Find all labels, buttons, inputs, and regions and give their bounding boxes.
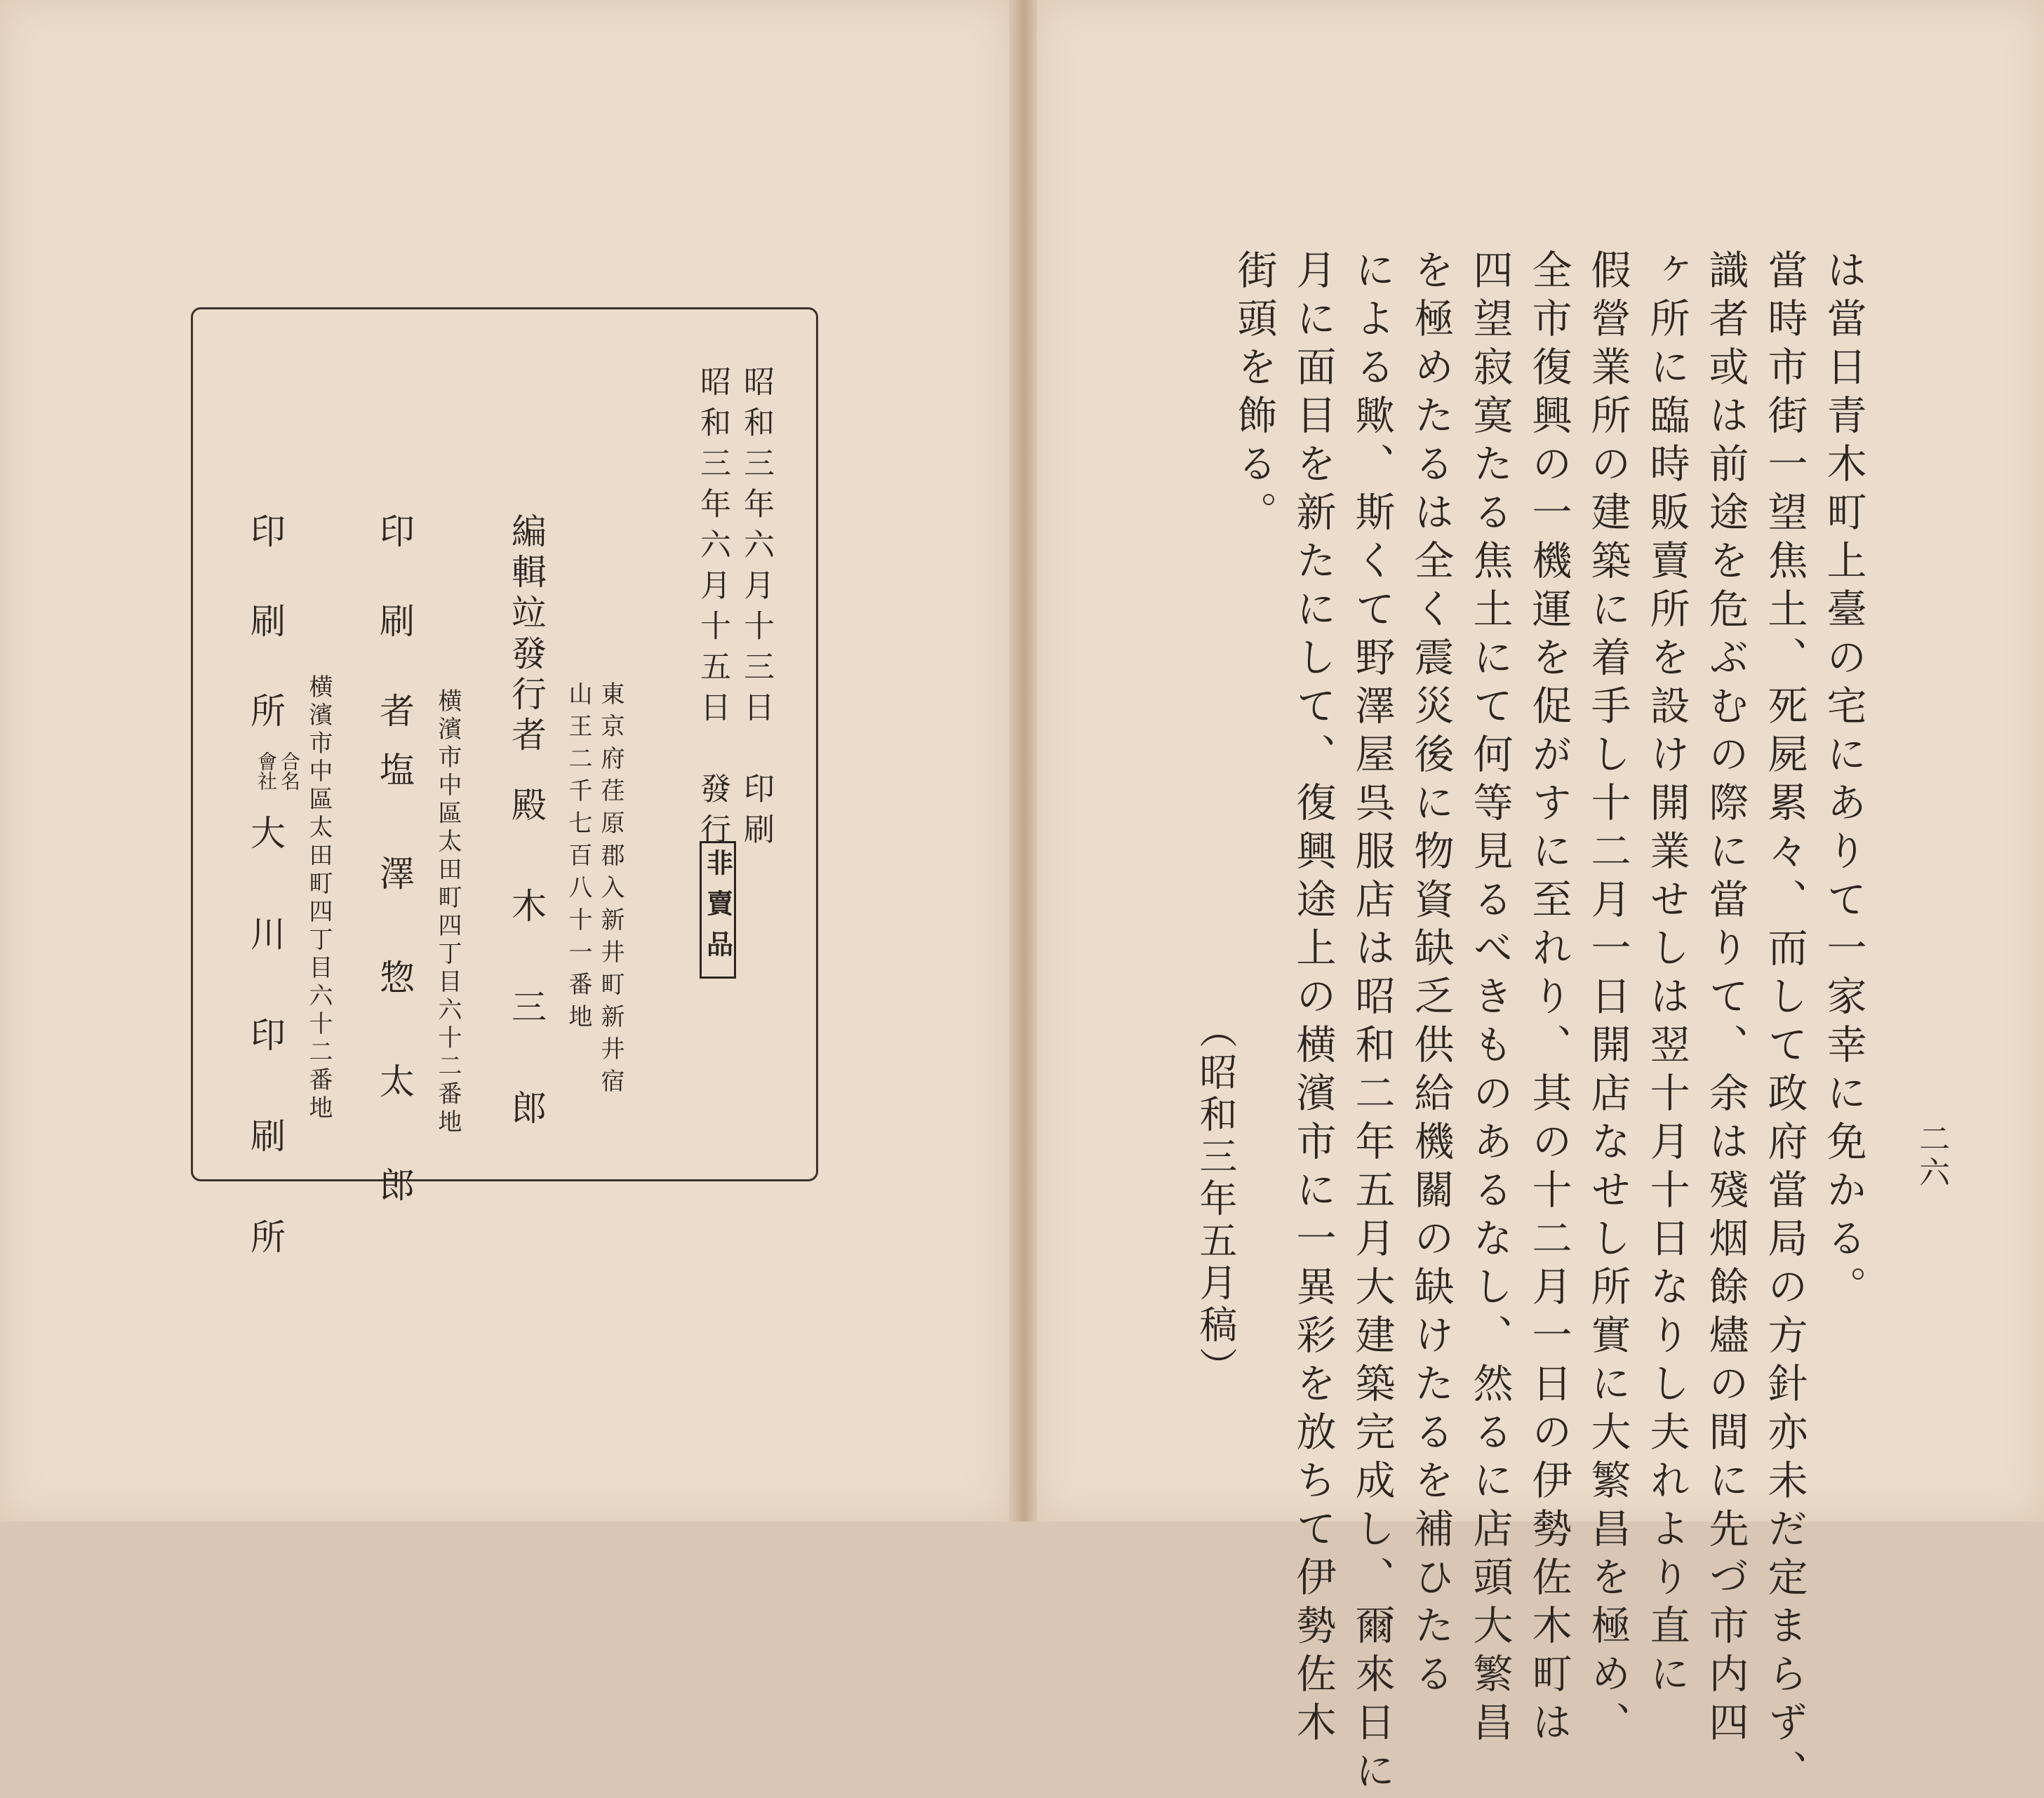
text-column: 假營業所の建築に着手し十二月一日開店なせし所實に大繁昌を極め、 xyxy=(1584,249,1631,1750)
not-for-sale-badge: 非賣品 xyxy=(700,841,736,979)
printer-label: 印 刷 者 xyxy=(374,513,415,737)
text-column: 月に面目を新たにして、復興途上の横濱市に一異彩を放ちて伊勢佐木 xyxy=(1290,249,1336,1750)
text-column: を極めたるは全く震災後に物資缺乏供給機關の缺けたるを補ひたる xyxy=(1408,249,1454,1701)
company-type: 合名會社 xyxy=(255,751,301,791)
text-column: ヶ所に臨時販賣所を設け開業せしは翌十月十日なりし夫れより直に xyxy=(1643,249,1690,1701)
print-shop-address: 横濱市中區太田町四丁目六十二番地 xyxy=(305,674,333,1123)
page-number: 二六 xyxy=(1913,1122,1949,1190)
print-shop-name: 大 川 印 刷 所 xyxy=(245,814,286,1269)
text-column: 四望寂寞たる焦土にて何等見るべきものあるなし、然るに店頭大繁昌 xyxy=(1467,249,1513,1750)
text-column: 街頭を飾る。 xyxy=(1231,249,1277,539)
printer-name: 塩 澤 惣 太 郎 xyxy=(374,751,415,1219)
issue-date: 昭和三年六月十五日 發行 xyxy=(695,365,730,854)
print-date: 昭和三年六月十三日 印刷 xyxy=(738,365,774,854)
editor-label: 編輯竝發行者 xyxy=(506,513,547,757)
right-page xyxy=(1037,0,2044,1798)
editor-address-line2: 山王二千七百八十一番地 xyxy=(564,681,592,1036)
left-page xyxy=(0,0,1009,1522)
text-column: による歟、斯くて野澤屋呉服店は昭和二年五月大建築完成し、爾來日に xyxy=(1349,249,1395,1798)
colophon-box xyxy=(191,307,818,1269)
text-column: 當時市街一望焦土、死屍累々、而して政府當局の方針亦未だ定まらず、 xyxy=(1761,249,1808,1798)
print-shop-label: 印 刷 所 xyxy=(245,513,286,737)
text-column: 全市復興の一機運を促がすに至れり、其の十二月一日の伊勢佐木町は xyxy=(1525,249,1572,1750)
date-note: （昭和三年五月稿） xyxy=(1194,1010,1238,1389)
text-column: は當日青木町上臺の宅にありて一家幸に免かる。 xyxy=(1820,249,1866,1314)
editor-name: 殿 木 三 郎 xyxy=(506,786,547,1140)
text-column: 識者或は前途を危ぶむの際に當りて、余は殘烟餘燼の間に先づ市内四 xyxy=(1702,249,1749,1750)
book-gutter xyxy=(1009,0,1037,1522)
printer-address: 横濱市中區太田町四丁目六十二番地 xyxy=(434,688,462,1137)
editor-address-line1: 東京府荏原郡入新井町新井宿 xyxy=(596,681,624,1101)
